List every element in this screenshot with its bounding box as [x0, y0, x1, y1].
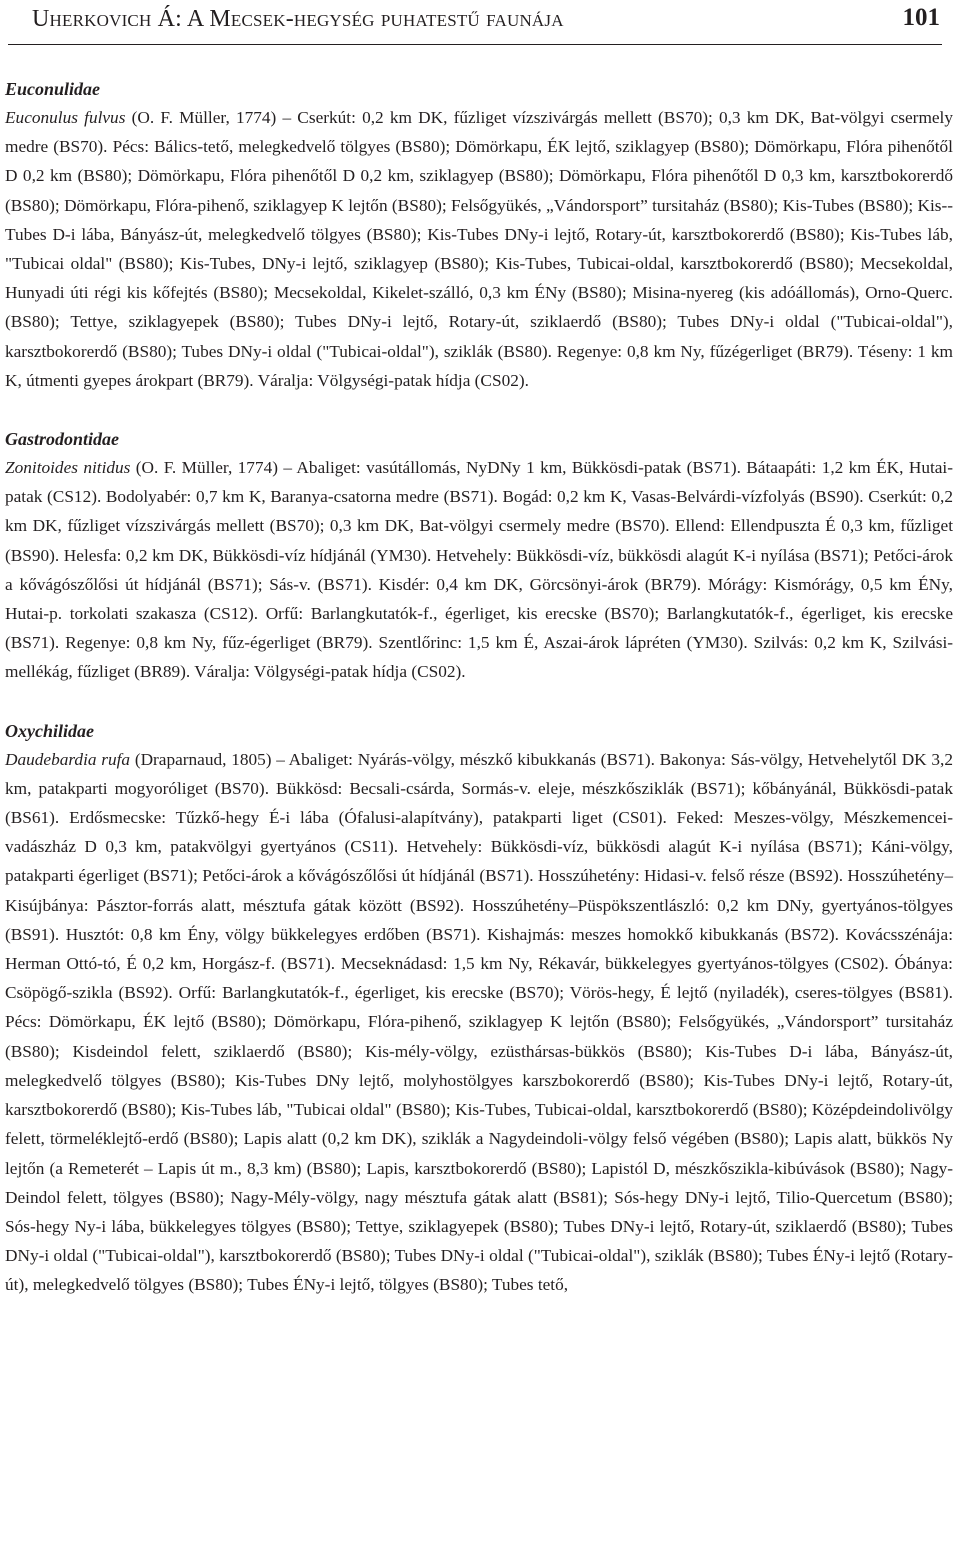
species-records: (O. F. Müller, 1774) – Cserkút: 0,2 km DK, fűzliget vízszivárgás mellett (BS70); 0,3 km DK, Bat-völgyi csermely medre (BS70). Pécs: Bálics-tető, melegkedvelő tölgyes (BS80); Dömörkapu, ÉK lejtő, sziklagyep (BS80); Dömörkapu, Flóra pihenőtől D 0,2 km (BS80); Dömörkapu, Flóra pihenőtől D 0,2 km, sziklagyep (BS80); Dömörkapu, Flóra pihenőtől D 0,3 km, karsztbokorerdő (BS80); Dömörkapu, Flóra-pihenő, sziklagyep K lejtőn (BS80); Felsőgyükés, „Vándorsport” tursitaház (BS80); Kis-Tubes (BS80); Kis-Tubes D-i lába, Bányász-út, melegkedvelő tölgyes (BS80); Kis-Tubes DNy-i lejtő, Rotary-út, karsztbokorerdő (BS80); Kis-Tubes láb, "Tubicai oldal" (BS80); Kis-Tubes, DNy-i lejtő, sziklagyep (BS80); Kis-Tubes, Tubicai-oldal, karsztbokorerdő (BS80); Mecsekoldal, Hunyadi úti régi kis kőfejtés (BS80); Mecsekoldal, Kikelet-szálló, 0,3 km ÉNy (BS80); Misina-nyereg (kis adóállomás), Orno-Querc. (BS80); Tettye, sziklagyepek (BS80); Tubes DNy-i lejtő, Rotary-út, sziklaerdő (BS80); Tubes DNy-i oldal ("Tubicai-oldal"), karsztbokorerdő (BS80); Tubes DNy-i oldal ("Tubicai-oldal"), sziklák (BS80). Regenye: 0,8 km Ny, fűzégerliget (BR79). Téseny: 1 km K, útmenti gyepes árokpart (BR79). Váralja: Völgységi-patak hídja (CS02).: [5, 108, 953, 390]
page-body: [5, 78, 953, 1300]
species-entry: [5, 453, 953, 687]
family-heading: Oxychilidae: [5, 720, 94, 741]
species-records: (Draparnaud, 1805) – Abaliget: Nyárás-völgy, mészkő kibukkanás (BS71). Bakonya: Sás-völgy, Hetvehelytől DK 3,2 km, patakparti mogyoróliget (BS70). Bükkösd: Becsali-csárda, Sormás-v. eleje, mészkősziklák (BS71); kőbányánál, Bükkösdi-patak (BS61). Erdősmecske: Tűzkő-hegy É-i lába (Ófalusi-alapítvány), patakparti liget (CS01). Feked: Meszes-völgy, Mészkemencei-vadászház D 0,3 km, patakvölgyi gyertyános (CS11). Hetvehely: Bükkösdi-víz, bükkösdi alagút K-i nyílása (BS71); Káni-völgy, patakparti égerliget (BS71); Petőci-árok a kővágószőlősi út hídjánál (BS71). Hosszúhetény: Hidasi-v. felső része (BS92). Hosszúhetény–Kisújbánya: Pásztor-forrás alatt, mésztufa gátak között (BS92). Hosszúhetény–Püspökszentlászló: 0,2 km DNy, gyertyános-tölgyes (BS91). Husztót: 0,8 km Ény, völgy bükkelegyes erdőben (BS71). Kishajmás: meszes homokkő kibukkanás (BS72). Kovácsszénája: Herman Ottó-tó, É 0,2 km, Horgász-f. (BS71). Mecseknádasd: 1,5 km Ny, Rékavár, bükkelegyes gyertyános-tölgyes (CS02). Óbánya: Csöpögő-szikla (BS92). Orfű: Barlangkutatók-f., égerliget, kis erecske (BS70); Vörös-hegy, É lejtő (nyiladék), cseres-tölgyes (BS81). Pécs: Dömörkapu, ÉK lejtő (BS80); Dömörkapu, Flóra-pihenő, sziklagyep K lejtőn (BS80); Felsőgyükés, „Vándorsport” tursitaház (BS80); Kisdeindol felett, sziklaerdő (BS80); Kis-mély-völgy, ezüsthársas-bükkös (BS80); Kis-Tubes D-i lába, Bányász-út, melegkedvelő tölgyes (BS80); Kis-Tubes DNy lejtő, molyhostölgyes karszbokorerdő (BS80); Kis-Tubes DNy-i lejtő, Rotary-út, karsztbokorerdő (BS80); Kis-Tubes láb, "Tubicai oldal" (BS80); Kis-Tubes, Tubicai-oldal, karsztbokorerdő (BS80); Középdeindolivölgy felett, törmeléklejtő-erdő (BS80); Lapis alatt (0,2 km DK), sziklák a Nagydeindoli-völgy felső végében (BS80); Lapis alatt, bükkös Ny lejtőn (a Remeterét – Lapis út m., 8,3 km) (BS80); Lapis, karsztbokorerdő (BS80); Lapistól D, mészkőszikla-kibúvások (BS80); Nagy-Deindol felett, tölgyes (BS80); Nagy-Mély-völgy, nagy mésztufa gátak alatt (BS81); Sós-hegy DNy-i lejtő, Tilio-Quercetum (BS80); Sós-hegy Ny-i lába, bükkelegyes tölgyes (BS80); Tettye, sziklagyepek (BS80); Tubes DNy-i lejtő, Rotary-út, sziklaerdő (BS80); Tubes DNy-i oldal ("Tubicai-oldal"), karsztbokorerdő (BS80); Tubes DNy-i oldal ("Tubicai-oldal"), sziklák (BS80); Tubes ÉNy-i lejtő (Rotary-út), melegkedvelő tölgyes (BS80); Tubes ÉNy-i lejtő, tölgyes (BS80); Tubes tető,: [5, 749, 953, 1295]
page-number: 101: [902, 4, 940, 31]
species-name: Zonitoides nitidus: [5, 458, 131, 478]
species-entry: [5, 103, 953, 395]
family-section-gastrodontidae: [5, 428, 953, 687]
family-section-euconulidae: [5, 78, 953, 395]
species-name: Daudebardia rufa: [5, 749, 131, 769]
species-records: (O. F. Müller, 1774) – Abaliget: vasútállomás, NyDNy 1 km, Bükkösdi-patak (BS71). Bátaapáti: 1,2 km ÉK, Hutai-patak (CS12). Bodolyabér: 0,7 km K, Baranya-csatorna medre (BS71). Bogád: 0,2 km K, Vasas-Belvárdi-vízfolyás (BS90). Cserkút: 0,2 km DK, fűzliget vízszivárgás mellett (BS70); 0,3 km DK, Bat-völgyi csermely medre (BS70). Ellend: Ellendpuszta É 0,3 km, fűzliget (BS90). Helesfa: 0,2 km DK, Bükkösdi-víz hídjánál (YM30). Hetvehely: Bükkösdi-víz, bükkösdi alagút K-i nyílása (BS71); Petőci-árok a kővágószőlősi út hídjánál (BS71); Sás-v. (BS71). Kisdér: 0,4 km DK, Görcsönyi-árok (BR79). Mórágy: Kismórágy, 0,5 km ÉNy, Hutai-p. torkolati szakasza (CS12). Orfű: Barlangkutatók-f., égerliget, kis erecske (BS70); Barlangkutatók-f., égerliget, kis erecske (BS71). Regenye: 0,8 km Ny, fűz-égerliget (BR79). Szentlőrinc: 1,5 km É, Aszai-árok lápréten (YM30). Szilvás: 0,2 km K, Szilvási-mellékág, fűzliget (BR89). Váralja: Völgységi-patak hídja (CS02).: [5, 458, 953, 682]
running-title: Uherkovich Á: A Mecsek-hegység puhatestű faunája: [32, 6, 564, 32]
species-entry: [5, 745, 953, 1300]
section-gap: [5, 687, 953, 720]
running-header: [8, 0, 942, 45]
family-heading: Euconulidae: [5, 79, 101, 99]
species-name: Euconulus fulvus: [5, 108, 126, 127]
section-gap: [5, 395, 953, 428]
family-heading: Gastrodontidae: [5, 429, 120, 450]
family-section-oxychilidae: [5, 720, 953, 1300]
